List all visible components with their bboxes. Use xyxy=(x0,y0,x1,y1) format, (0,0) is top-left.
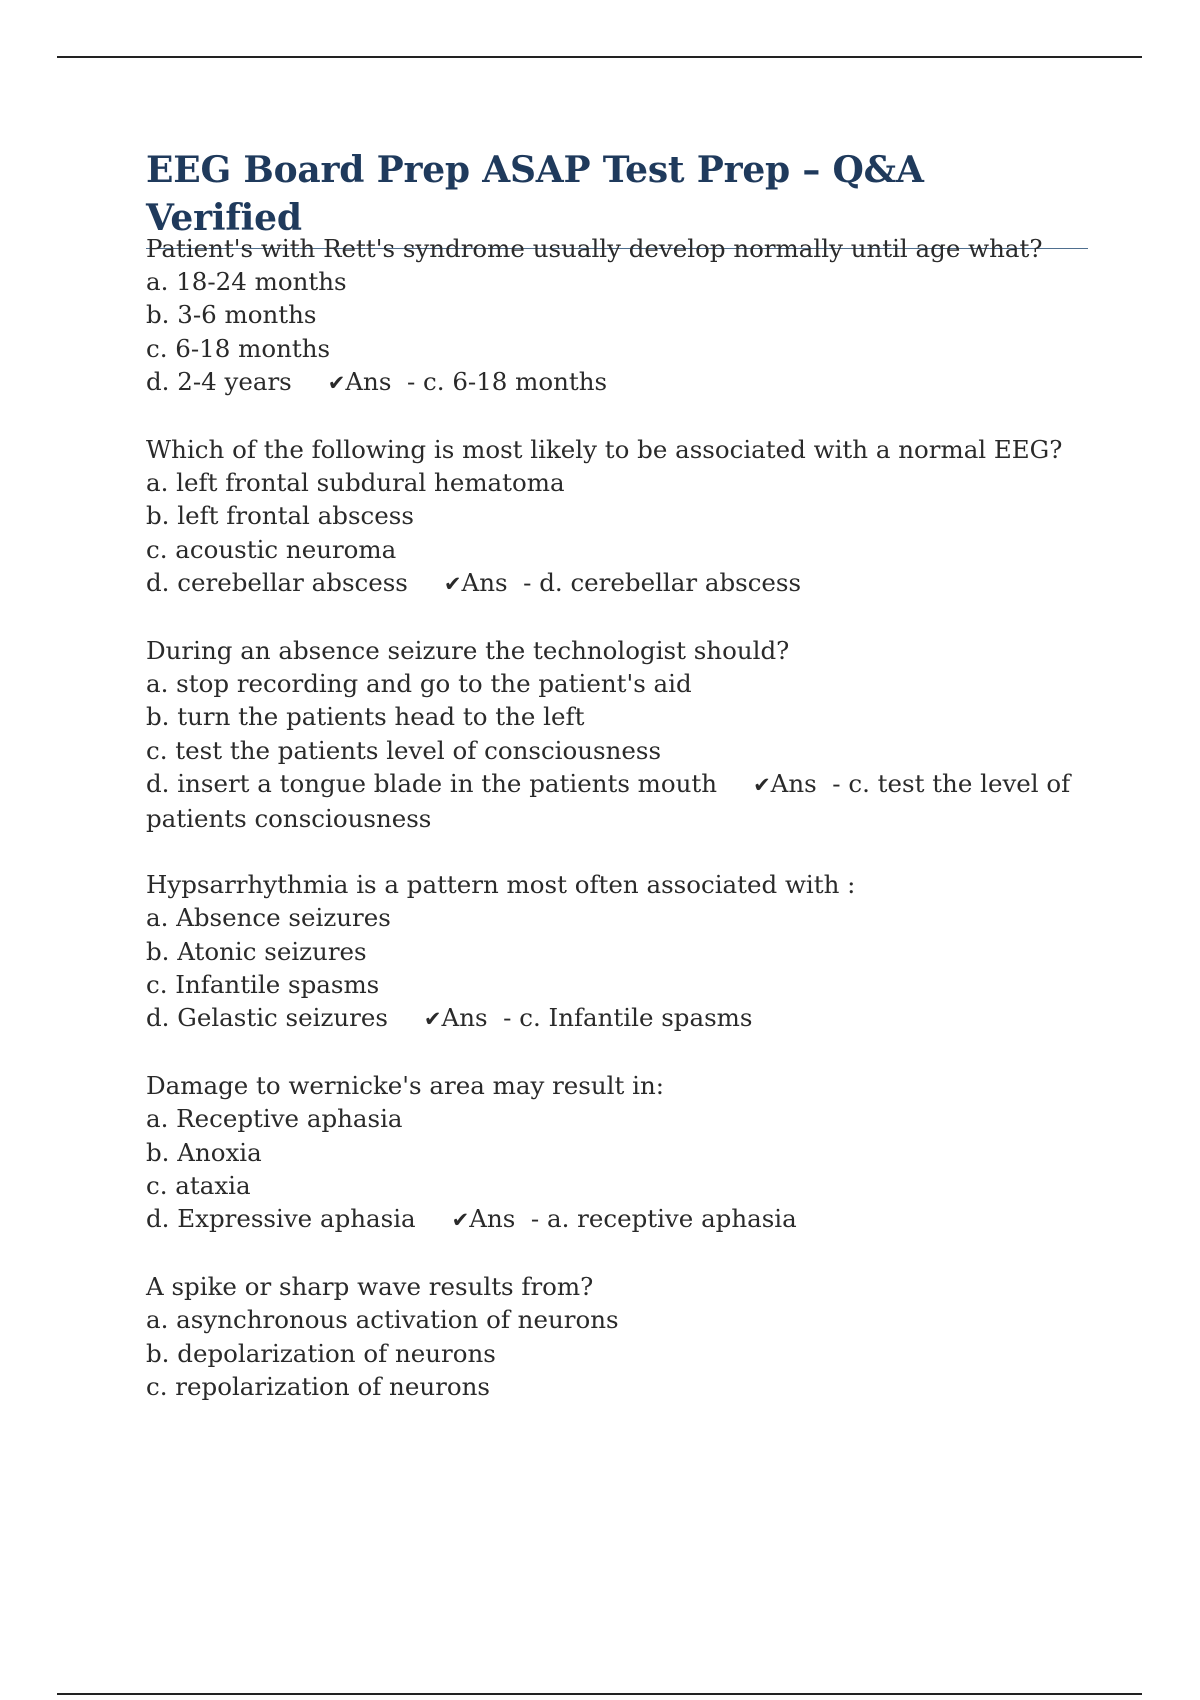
header-rule xyxy=(57,56,1142,58)
question-text: A spike or sharp wave results from? xyxy=(146,1272,594,1302)
answer-text: - d. cerebellar abscess xyxy=(523,567,802,597)
option-d: d. cerebellar abscess xyxy=(146,567,408,597)
option-c: c. Infantile spasms xyxy=(146,969,380,999)
option-b: b. Anoxia xyxy=(146,1137,262,1167)
option-c: c. test the patients level of consciousness xyxy=(146,735,662,765)
checkmark-icon: ✔ xyxy=(451,1208,470,1233)
option-c: c. 6-18 months xyxy=(146,333,331,363)
answer-text: - c. test the level of patients consciousness xyxy=(146,768,1071,834)
option-a: a. left frontal subdural hematoma xyxy=(146,468,565,498)
question-list xyxy=(146,232,1076,1436)
question-text: Hypsarrhythmia is a pattern most often associated with : xyxy=(146,870,856,900)
answer xyxy=(424,1003,753,1032)
option-d: d. insert a tongue blade in the patients mouth xyxy=(146,768,718,798)
checkmark-icon: ✔ xyxy=(327,370,346,395)
option-c: c. ataxia xyxy=(146,1170,251,1200)
option-a: a. stop recording and go to the patient's aid xyxy=(146,669,692,699)
question-block xyxy=(146,1069,1076,1237)
option-d: d. 2-4 years xyxy=(146,366,292,396)
answer xyxy=(452,1204,797,1233)
option-d: d. Expressive aphasia xyxy=(146,1204,416,1234)
question-text: Patient's with Rett's syndrome usually develop normally until age what? xyxy=(146,234,1043,263)
answer-prefix: Ans xyxy=(469,1204,516,1234)
option-a: a. 18-24 months xyxy=(146,267,347,297)
question-text: Damage to wernicke's area may result in: xyxy=(146,1071,664,1101)
option-c: c. acoustic neuroma xyxy=(146,534,397,564)
option-d-with-answer xyxy=(146,1202,1076,1237)
option-d-with-answer xyxy=(146,1001,1076,1036)
option-a: a. asynchronous activation of neurons xyxy=(146,1305,619,1335)
answer-prefix: Ans xyxy=(345,366,392,396)
question-text: During an absence seizure the technologist should? xyxy=(146,636,790,666)
option-a: a. Receptive aphasia xyxy=(146,1104,403,1134)
answer xyxy=(444,568,801,597)
question-block xyxy=(146,868,1076,1036)
option-b: b. depolarization of neurons xyxy=(146,1338,496,1368)
checkmark-icon: ✔ xyxy=(443,571,462,596)
question-block xyxy=(146,433,1076,601)
option-b: b. 3-6 months xyxy=(146,300,317,330)
option-d-with-answer xyxy=(146,566,1076,601)
answer xyxy=(328,367,607,396)
answer-prefix: Ans xyxy=(461,567,508,597)
checkmark-icon: ✔ xyxy=(423,1007,442,1032)
answer-text: - c. Infantile spasms xyxy=(503,1003,753,1033)
answer-text: - c. 6-18 months xyxy=(406,366,608,396)
option-c: c. repolarization of neurons xyxy=(146,1371,490,1401)
question-block xyxy=(146,232,1076,400)
option-d: d. Gelastic seizures xyxy=(146,1003,388,1033)
option-a: a. Absence seizures xyxy=(146,903,391,933)
option-b: b. turn the patients head to the left xyxy=(146,702,585,732)
question-block xyxy=(146,1270,1076,1403)
question-text: Which of the following is most likely to be associated with a normal EEG? xyxy=(146,435,1063,465)
answer-text: - a. receptive aphasia xyxy=(530,1204,797,1234)
footer-rule xyxy=(57,1693,1142,1695)
answer-prefix: Ans xyxy=(770,768,817,798)
option-b: b. left frontal abscess xyxy=(146,501,414,531)
option-b: b. Atonic seizures xyxy=(146,936,367,966)
document-title: EEG Board Prep ASAP Test Prep – Q&A Verified xyxy=(146,149,924,239)
answer-prefix: Ans xyxy=(441,1003,488,1033)
checkmark-icon: ✔ xyxy=(753,772,771,797)
option-d-with-answer xyxy=(146,767,1076,835)
option-d-with-answer xyxy=(146,365,1076,400)
question-block xyxy=(146,634,1076,835)
